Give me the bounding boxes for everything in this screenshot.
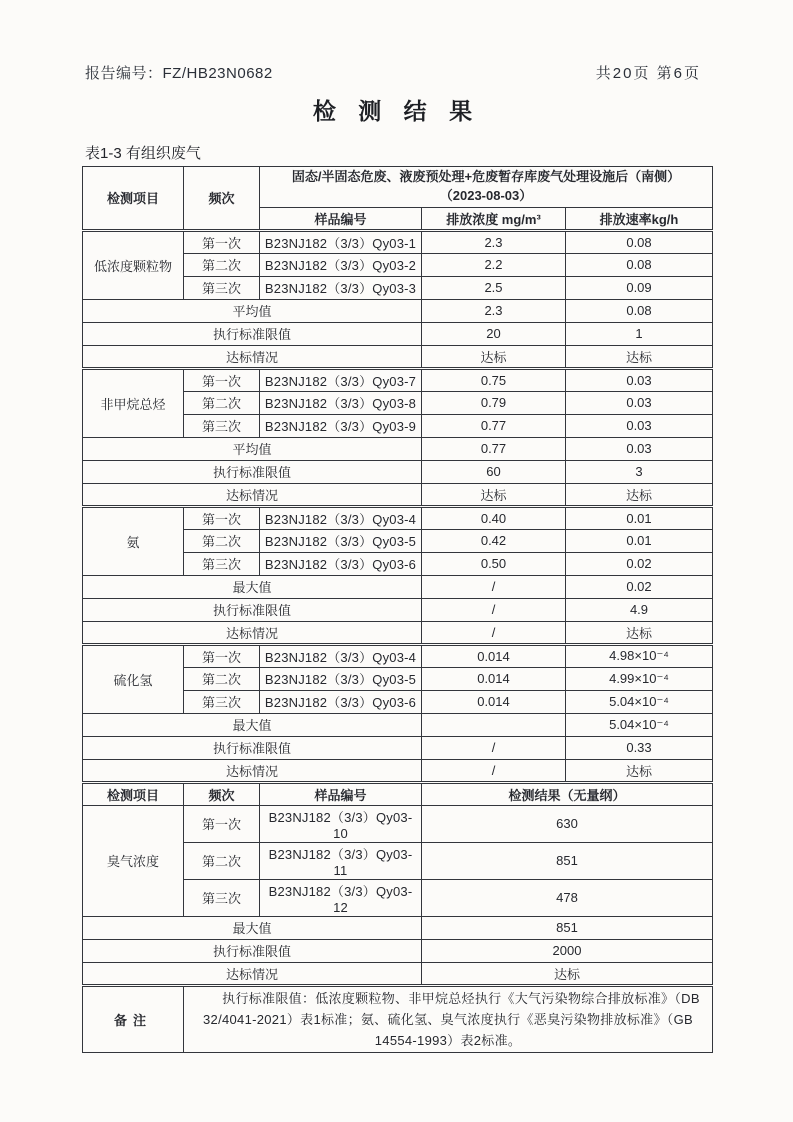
facility-name: 固态/半固态危废、液废预处理+危废暂存库废气处理设施后（南侧） — [291, 169, 681, 184]
header-row-odor — [83, 782, 713, 805]
summary-row: 执行标准限值 2000 — [83, 939, 713, 962]
table-row: 第二次 B23NJ182（3/3）Qy03-8 0.79 0.03 — [83, 391, 713, 414]
summary-row: 达标情况 达标 — [83, 962, 713, 985]
table-row: 第三次 B23NJ182（3/3）Qy03-3 2.5 0.09 — [83, 276, 713, 299]
header-row-1 — [83, 167, 713, 208]
col-header-freq: 频次 — [184, 782, 260, 805]
table-row: 臭气浓度 第一次 B23NJ182（3/3）Qy03-10 630 — [83, 805, 713, 842]
summary-row: 执行标准限值 20 1 — [83, 322, 713, 345]
table-row: 第三次 B23NJ182（3/3）Qy03-6 0.014 5.04×10⁻⁴ — [83, 690, 713, 713]
page-header — [0, 0, 793, 83]
col-header-rate: 排放速率kg/h — [566, 207, 713, 230]
col-header-sample: 样品编号 — [260, 207, 422, 230]
facility-header-cell — [260, 167, 713, 208]
summary-row: 达标情况 / 达标 — [83, 621, 713, 644]
col-header-sample: 样品编号 — [260, 782, 422, 805]
col-header-freq: 频次 — [184, 167, 260, 231]
col-header-concentration: 排放浓度 mg/m³ — [422, 207, 566, 230]
table-row: 非甲烷总烃 第一次 B23NJ182（3/3）Qy03-7 0.75 0.03 — [83, 368, 713, 391]
table-row: 低浓度颗粒物 第一次 B23NJ182（3/3）Qy03-1 2.3 0.08 — [83, 230, 713, 253]
page-indicator: 共20页 第6页 — [595, 65, 701, 82]
summary-row: 平均值 2.3 0.08 — [83, 299, 713, 322]
table-row: 硫化氢 第一次 B23NJ182（3/3）Qy03-4 0.014 4.98×10⁻⁴ — [83, 644, 713, 667]
summary-row: 执行标准限值 60 3 — [83, 460, 713, 483]
results-table — [82, 166, 713, 1053]
summary-row: 达标情况 / 达标 — [83, 759, 713, 782]
table-row: 第二次 B23NJ182（3/3）Qy03-5 0.42 0.01 — [83, 529, 713, 552]
pollutant-name: 非甲烷总烃 — [83, 368, 184, 437]
sampling-date: （2023-08-03） — [439, 187, 533, 203]
table-row: 氨 第一次 B23NJ182（3/3）Qy03-4 0.40 0.01 — [83, 506, 713, 529]
remark-row — [83, 985, 713, 1052]
remark-label: 备注 — [83, 985, 184, 1052]
table-caption: 表1-3 有组织废气 — [85, 145, 201, 162]
summary-row: 最大值 5.04×10⁻⁴ — [83, 713, 713, 736]
summary-row: 执行标准限值 / 4.9 — [83, 598, 713, 621]
table-row: 第三次 B23NJ182（3/3）Qy03-6 0.50 0.02 — [83, 552, 713, 575]
report-number: 报告编号：FZ/HB23N0682 — [85, 65, 273, 82]
table-row: 第二次 B23NJ182（3/3）Qy03-11 851 — [83, 842, 713, 879]
table-row: 第二次 B23NJ182（3/3）Qy03-2 2.2 0.08 — [83, 253, 713, 276]
summary-row: 达标情况 达标 达标 — [83, 483, 713, 506]
pollutant-name: 硫化氢 — [83, 644, 184, 713]
table-row: 第二次 B23NJ182（3/3）Qy03-5 0.014 4.99×10⁻⁴ — [83, 667, 713, 690]
summary-row: 最大值 851 — [83, 916, 713, 939]
pollutant-name: 氨 — [83, 506, 184, 575]
col-header-item: 检测项目 — [83, 782, 184, 805]
col-header-result: 检测结果（无量纲） — [422, 782, 713, 805]
summary-row: 执行标准限值 / 0.33 — [83, 736, 713, 759]
summary-row: 达标情况 达标 达标 — [83, 345, 713, 368]
page-title: 检 测 结 果 — [312, 98, 481, 124]
pollutant-name: 臭气浓度 — [83, 805, 184, 916]
remark-text: 执行标准限值：低浓度颗粒物、非甲烷总烃执行《大气污染物综合排放标准》（DB 32/4041-2021）表1标准；氨、硫化氢、臭气浓度执行《恶臭污染物排放标准》（GB 14554-1993）表2标准。 — [184, 985, 713, 1052]
col-header-item: 检测项目 — [83, 167, 184, 231]
pollutant-name: 低浓度颗粒物 — [83, 230, 184, 299]
summary-row: 平均值 0.77 0.03 — [83, 437, 713, 460]
table-row: 第三次 B23NJ182（3/3）Qy03-9 0.77 0.03 — [83, 414, 713, 437]
summary-row: 最大值 / 0.02 — [83, 575, 713, 598]
table-row: 第三次 B23NJ182（3/3）Qy03-12 478 — [83, 879, 713, 916]
